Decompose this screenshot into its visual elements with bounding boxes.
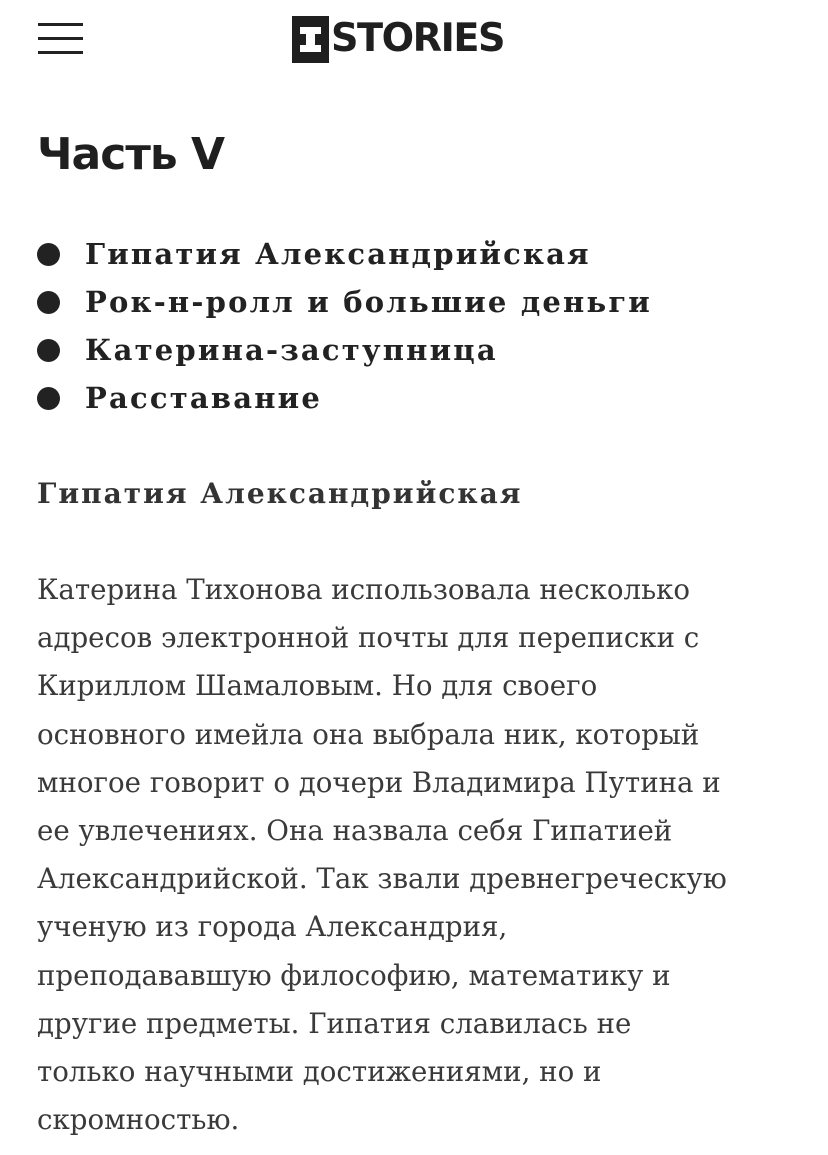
paragraph-line: ученую из города Александрия,	[37, 910, 508, 944]
paragraph-line: Кириллом Шамаловым. Но для своего	[37, 669, 598, 703]
site-logo[interactable]	[292, 15, 508, 63]
article-paragraph	[37, 566, 807, 1144]
logo-mark-icon	[292, 16, 329, 63]
hamburger-menu-icon[interactable]	[38, 23, 83, 55]
paragraph-line: другие предметы. Гипатия славилась не	[37, 1006, 632, 1040]
table-of-contents	[37, 230, 652, 422]
paragraph-line: скромностью.	[37, 1103, 240, 1137]
toc-item-rock-n-roll[interactable]	[37, 278, 652, 326]
page-title: Часть V	[37, 129, 225, 180]
site-header	[0, 0, 828, 80]
bullet-icon	[37, 339, 60, 362]
section-heading: Гипатия Александрийская	[37, 477, 523, 510]
toc-item-label: Рок-н-ролл и большие деньги	[85, 285, 653, 319]
toc-item-katerina[interactable]	[37, 326, 652, 374]
bullet-icon	[37, 243, 60, 266]
toc-item-label: Гипатия Александрийская	[85, 237, 591, 271]
paragraph-line: адресов электронной почты для переписки с	[37, 621, 700, 655]
paragraph-line: Катерина Тихонова использовала несколько	[37, 573, 691, 606]
paragraph-line: ее увлечениях. Она назвала себя Гипатией	[37, 814, 673, 848]
bullet-icon	[37, 291, 60, 314]
logo-text: STORIES	[331, 16, 505, 61]
toc-item-label: Катерина-заступница	[85, 333, 498, 367]
paragraph-line: Александрийской. Так звали древнегреческую	[37, 862, 727, 896]
paragraph-line: многое говорит о дочери Владимира Путина и	[37, 765, 721, 799]
paragraph-line: преподававшую философию, математику и	[37, 958, 671, 992]
toc-item-parting[interactable]	[37, 374, 652, 422]
toc-item-label: Расставание	[85, 381, 322, 415]
bullet-icon	[37, 387, 60, 410]
paragraph-line: основного имейла она выбрала ник, который	[37, 717, 700, 751]
paragraph-line: только научными достижениями, но и	[37, 1055, 602, 1089]
menu-line	[38, 23, 83, 26]
menu-line	[38, 37, 83, 40]
menu-line	[38, 51, 83, 54]
toc-item-hypatia[interactable]	[37, 230, 652, 278]
